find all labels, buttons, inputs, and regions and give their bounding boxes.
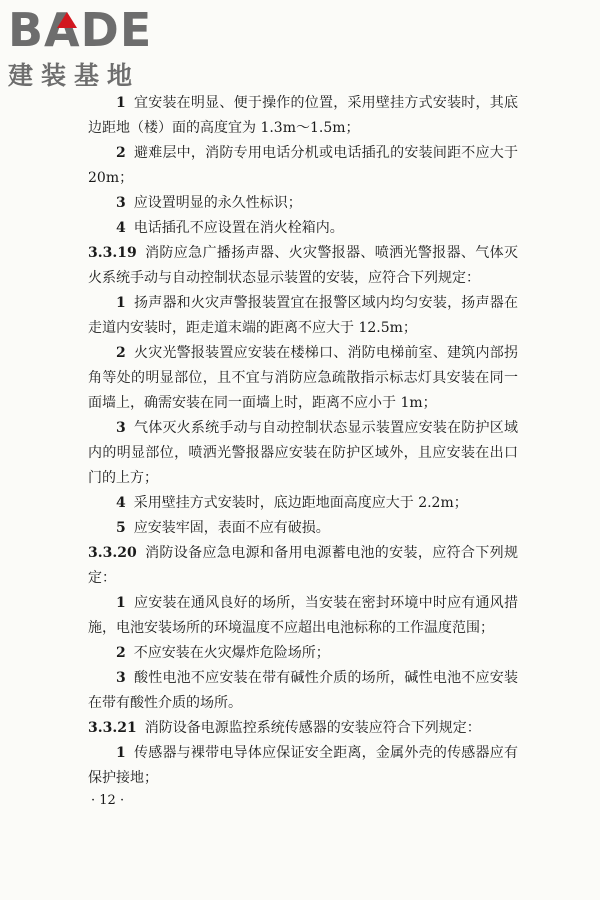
clause-paragraph [88,716,518,741]
item-number: 5 [116,520,126,536]
list-item [88,666,518,716]
item-number: 3 [116,195,126,211]
item-text: 火灾光警报装置应安装在楼梯口、消防电梯前室、建筑内部拐角等处的明显部位，且不宜与消防应急疏散指示标志灯具安装在同一面墙上，确需安装在同一面墙上时，距离不应小于 1m； [88,345,518,411]
item-text: 气体灭火系统手动与自动控制状态显示装置应安装在防护区域内的明显部位，喷洒光警报器应安装在防护区域外，且应安装在出口门的上方； [88,420,518,486]
item-text: 应设置明显的永久性标识； [133,195,302,211]
list-item [88,141,518,191]
list-item [88,641,518,666]
list-item [88,291,518,341]
clause-paragraph [88,241,518,291]
logo-subtitle: 建装基地 [8,61,141,90]
document-body [88,91,518,791]
list-item [88,491,518,516]
item-number: 2 [116,645,126,661]
item-text: 避难层中，消防专用电话分机或电话插孔的安装间距不应大于 20m； [88,145,518,186]
list-item [88,341,518,416]
clause-text: 消防设备应急电源和备用电源蓄电池的安装，应符合下列规定： [88,545,518,586]
item-text: 应安装在通风良好的场所，当安装在密封环境中时应有通风措施，电池安装场所的环境温度不应超出电池标称的工作温度范围； [88,595,518,636]
item-text: 应安装牢固，表面不应有破损。 [133,520,330,536]
logo [8,3,178,92]
list-item [88,91,518,141]
item-number: 3 [116,670,126,686]
item-text: 酸性电池不应安装在带有碱性介质的场所，碱性电池不应安装在带有酸性介质的场所。 [88,670,518,711]
item-text: 宜安装在明显、便于操作的位置，采用壁挂方式安装时，其底边距地（楼）面的高度宜为 1.3m～1.5m； [88,95,518,136]
clause-number: 3.3.21 [88,720,137,736]
list-item [88,516,518,541]
list-item [88,591,518,641]
item-number: 1 [116,295,126,311]
item-number: 2 [116,145,126,161]
item-text: 不应安装在火灾爆炸危险场所； [133,645,330,661]
clause-paragraph [88,541,518,591]
item-number: 3 [116,420,126,436]
item-number: 1 [116,745,126,761]
item-number: 4 [116,220,126,236]
item-number: 1 [116,95,126,111]
item-text: 采用壁挂方式安装时，底边距地面高度应大于 2.2m； [133,495,468,511]
clause-number: 3.3.20 [88,545,137,561]
item-text: 电话插孔不应设置在消火栓箱内。 [133,220,344,236]
item-number: 1 [116,595,126,611]
item-text: 传感器与裸带电导体应保证安全距离，金属外壳的传感器应有保护接地； [88,745,518,786]
list-item [88,741,518,791]
logo-accent-triangle [57,12,77,28]
item-number: 2 [116,345,126,361]
list-item [88,191,518,216]
page-number: · 12 · [91,793,125,808]
item-number: 4 [116,495,126,511]
list-item [88,216,518,241]
item-text: 扬声器和火灾声警报装置宜在报警区域内均匀安装，扬声器在走道内安装时，距走道末端的距离不应大于 12.5m； [88,295,518,336]
clause-text: 消防应急广播扬声器、火灾警报器、喷洒光警报器、气体灭火系统手动与自动控制状态显示装置的安装，应符合下列规定： [88,245,518,286]
list-item [88,416,518,491]
logo-wordmark: BADE [8,3,153,57]
clause-text: 消防设备电源监控系统传感器的安装应符合下列规定： [144,720,481,736]
clause-number: 3.3.19 [88,245,137,261]
